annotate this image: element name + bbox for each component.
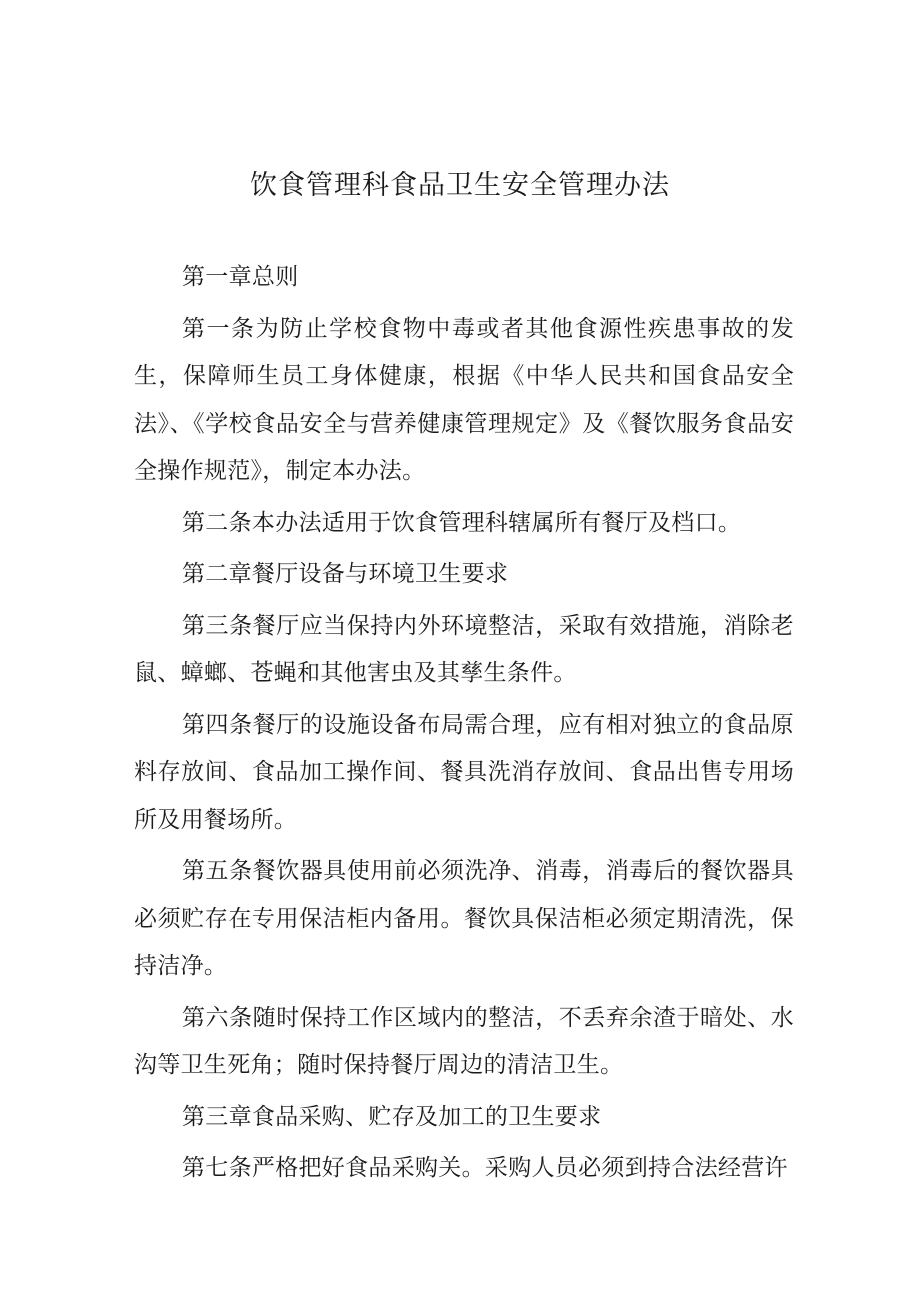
document-title: 饮食管理科食品卫生安全管理办法 [250,170,670,201]
article-paragraph: 第二条本办法适用于饮食管理科辖属所有餐厅及档口。 [182,509,742,536]
article-paragraph: 第六条随时保持工作区域内的整洁，不丢弃余渣于暗处、水沟等卫生死角；随时保持餐厅周边的清洁卫生。 [134,1004,794,1078]
article-paragraph: 第一条为防止学校食物中毒或者其他食源性疾患事故的发生，保障师生员工身体健康，根据《中华人民共和国食品安全法》、《学校食品安全与营养健康管理规定》及《餐饮服务食品安全操作规范》，制定本办法。 [134,315,794,484]
article-paragraph: 第五条餐饮器具使用前必须洗净、消毒，消毒后的餐饮器具必须贮存在专用保洁柜内备用。餐饮具保洁柜必须定期清洗，保持洁净。 [134,858,794,979]
document-body [134,254,794,1197]
chapter-heading: 第三章食品采购、贮存及加工的卫生要求 [182,1103,602,1130]
chapter-heading: 第二章餐厅设备与环境卫生要求 [182,561,509,587]
article-paragraph: 第三条餐厅应当保持内外环境整洁，采取有效措施，消除老鼠、蟑螂、苍蝇和其他害虫及其孳生条件。 [134,612,794,686]
article-paragraph: 第七条严格把好食品采购关。采购人员必须到持合法经营许 [182,1155,788,1181]
chapter-heading: 第一章总则 [182,264,299,290]
article-paragraph: 第四条餐厅的设施设备布局需合理，应有相对独立的食品原料存放间、食品加工操作间、餐具洗消存放间、食品出售专用场所及用餐场所。 [134,711,794,833]
